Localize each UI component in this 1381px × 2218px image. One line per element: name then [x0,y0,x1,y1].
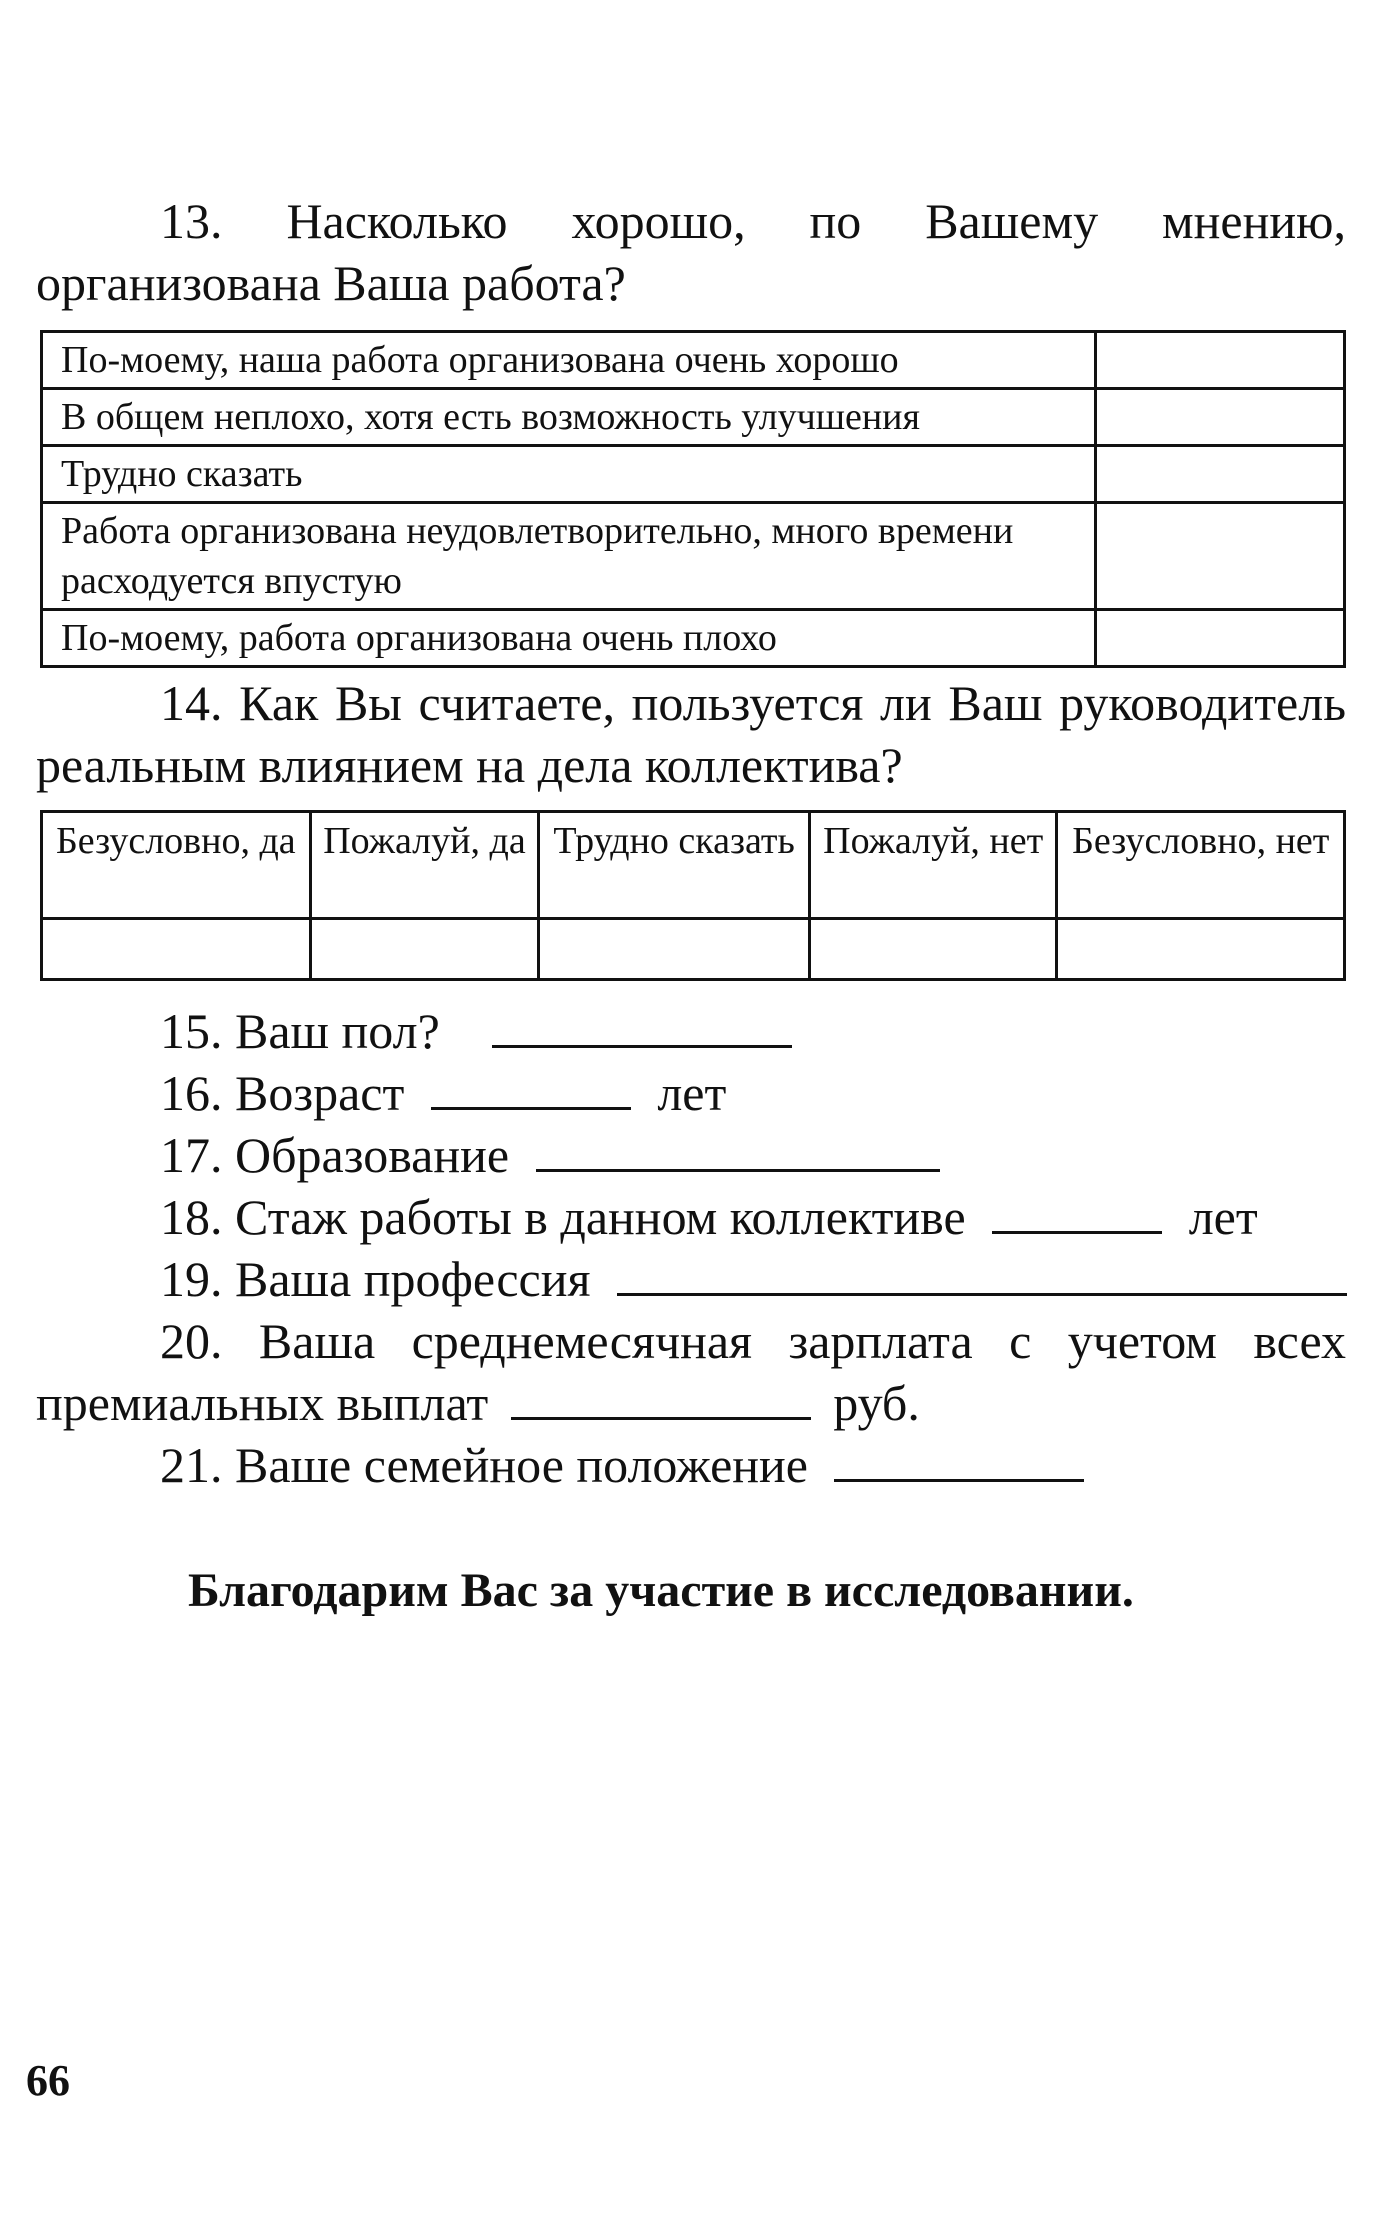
q13-option-checkbox[interactable] [1096,446,1345,503]
q14-option-label: Безусловно, да [42,812,311,919]
q19-label: 19. Ваша профессия [160,1251,591,1307]
q16-answer-field[interactable] [431,1067,631,1110]
q14-option-label: Пожалуй, нет [809,812,1057,919]
q14-question: 14. Как Вы считаете, пользуется ли Ваш руководитель реальным влиянием на дела коллектива? [36,675,1346,793]
q13-option-checkbox[interactable] [1096,503,1345,610]
q13-option-row [42,503,1345,610]
q14-answer-cell[interactable] [42,919,311,980]
q14-answer-row [42,919,1345,980]
q13-option-label: По-моему, наша работа организована очень хорошо [42,332,1096,389]
q13-question: 13. Насколько хорошо, по Вашему мнению, организована Ваша работа? [36,193,1346,311]
q13-options-table [40,330,1346,668]
q18-answer-field[interactable] [992,1191,1162,1234]
q13-option-label: В общем неплохо, хотя есть возможность улучшения [42,389,1096,446]
q14-answer-cell[interactable] [310,919,539,980]
q13-option-row [42,610,1345,667]
q21-answer-field[interactable] [834,1439,1084,1482]
q21-line [160,1434,1084,1496]
q14-option-label: Пожалуй, да [310,812,539,919]
page-number: 66 [26,2056,70,2105]
q17-label: 17. Образование [160,1127,510,1183]
q20-answer-field[interactable] [511,1377,811,1420]
q14-options-table [40,810,1346,981]
q17-line [160,1124,940,1186]
q18-label: 18. Стаж работы в данном коллективе [160,1189,966,1245]
thanks-message: Благодарим Вас за участие в исследовании. [188,1564,1134,1617]
q15-answer-field[interactable] [492,1005,792,1048]
q13-option-label: Трудно сказать [42,446,1096,503]
q14-answer-cell[interactable] [809,919,1057,980]
q16-label: 16. Возраст [160,1065,405,1121]
q14-answer-cell[interactable] [539,919,810,980]
q20-label: 20. Ваша среднемесячная зарплата с учетом всех премиальных выплат [36,1313,1346,1431]
q13-option-checkbox[interactable] [1096,610,1345,667]
q17-answer-field[interactable] [536,1129,940,1172]
q16-line [160,1062,726,1124]
q19-answer-field[interactable] [617,1253,1347,1296]
q13-option-row [42,446,1345,503]
q13-option-row [42,332,1345,389]
q13-option-checkbox[interactable] [1096,332,1345,389]
q14-answer-cell[interactable] [1057,919,1345,980]
q19-line [160,1248,1347,1310]
q15-label: 15. Ваш пол? [160,1003,440,1059]
q14-option-label: Безусловно, нет [1057,812,1345,919]
q18-line [160,1186,1258,1248]
q14-option-label: Трудно сказать [539,812,810,919]
q21-label: 21. Ваше семейное положение [160,1437,808,1493]
q20-line [36,1310,1346,1434]
q20-suffix: руб. [833,1375,920,1431]
q18-suffix: лет [1188,1189,1258,1245]
q13-option-label: Работа организована неудовлетворительно, много времени расходуется впустую [42,503,1096,610]
q13-option-checkbox[interactable] [1096,389,1345,446]
q16-suffix: лет [657,1065,727,1121]
q13-option-row [42,389,1345,446]
q14-header-row [42,812,1345,919]
q15-line [160,1000,792,1062]
q13-option-label: По-моему, работа организована очень плохо [42,610,1096,667]
